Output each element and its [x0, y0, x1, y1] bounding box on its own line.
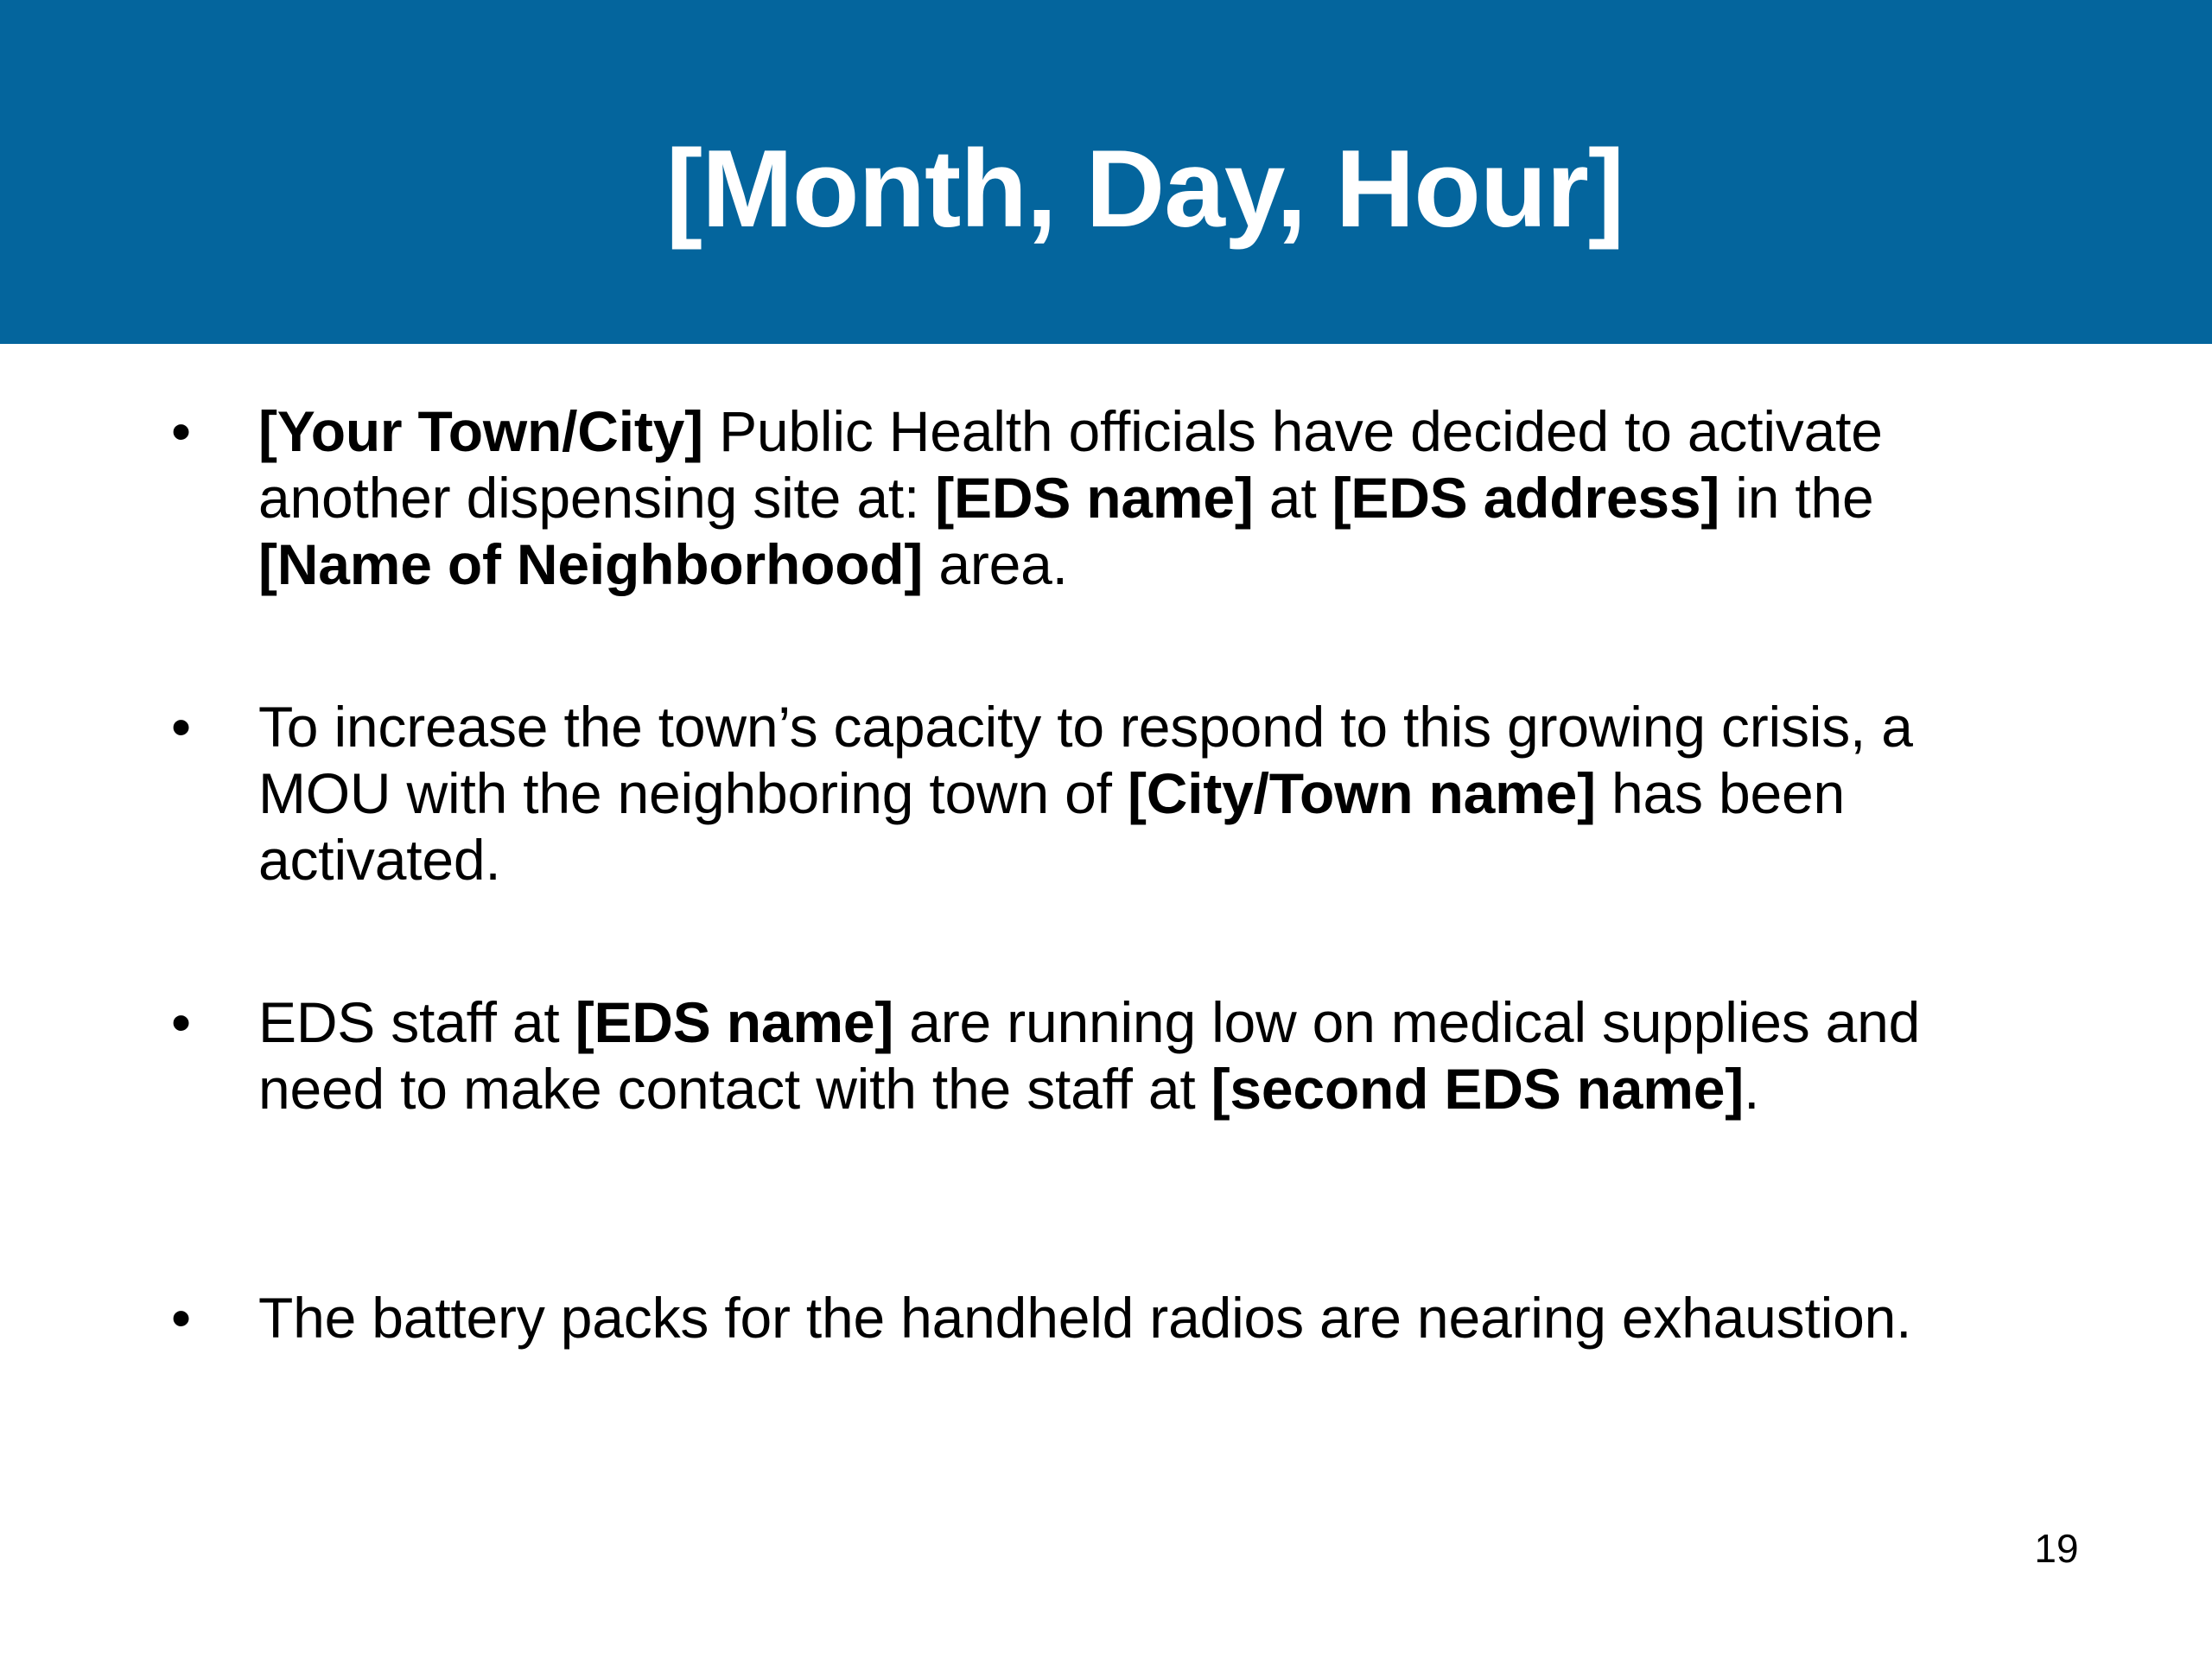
bullet-marker: •	[171, 1286, 192, 1350]
text-segment: [City/Town name]	[1127, 761, 1596, 825]
text-segment: has been activated.	[258, 761, 1845, 892]
bullet-text	[258, 1285, 1978, 1351]
text-segment: are running low on medical supplies and need to make contact with the staff at	[258, 990, 1921, 1121]
page-number: 19	[2034, 1526, 2079, 1571]
bullet-marker: •	[171, 399, 192, 463]
text-segment: [EDS name]	[935, 466, 1254, 530]
text-segment: .	[1744, 1057, 1760, 1121]
bullet-marker: •	[171, 695, 192, 759]
bullet-text	[258, 694, 1978, 893]
text-segment: The battery packs for the handheld radios are nearing exhaustion.	[258, 1286, 1912, 1350]
text-segment: EDS staff at	[258, 990, 575, 1054]
text-segment: [Name of Neighborhood]	[258, 532, 924, 596]
bullet-text	[258, 398, 1978, 598]
bullet-marker: •	[171, 990, 192, 1054]
bullet-text	[258, 989, 1978, 1122]
text-segment: area.	[923, 532, 1068, 596]
text-segment: in the	[1719, 466, 1874, 530]
text-segment: at	[1253, 466, 1332, 530]
text-segment: To increase the town’s capacity to respond to this growing crisis, a MOU with the neighboring town of	[258, 695, 1913, 825]
text-segment: [second EDS name]	[1211, 1057, 1745, 1121]
slide-title: [Month, Day, Hour]	[665, 127, 1624, 250]
text-segment: [EDS address]	[1332, 466, 1720, 530]
text-segment: [Your Town/City]	[258, 399, 703, 463]
text-segment: [EDS name]	[575, 990, 894, 1054]
text-segment: Public Health officials have decided to activate another dispensing site at:	[258, 399, 1883, 530]
